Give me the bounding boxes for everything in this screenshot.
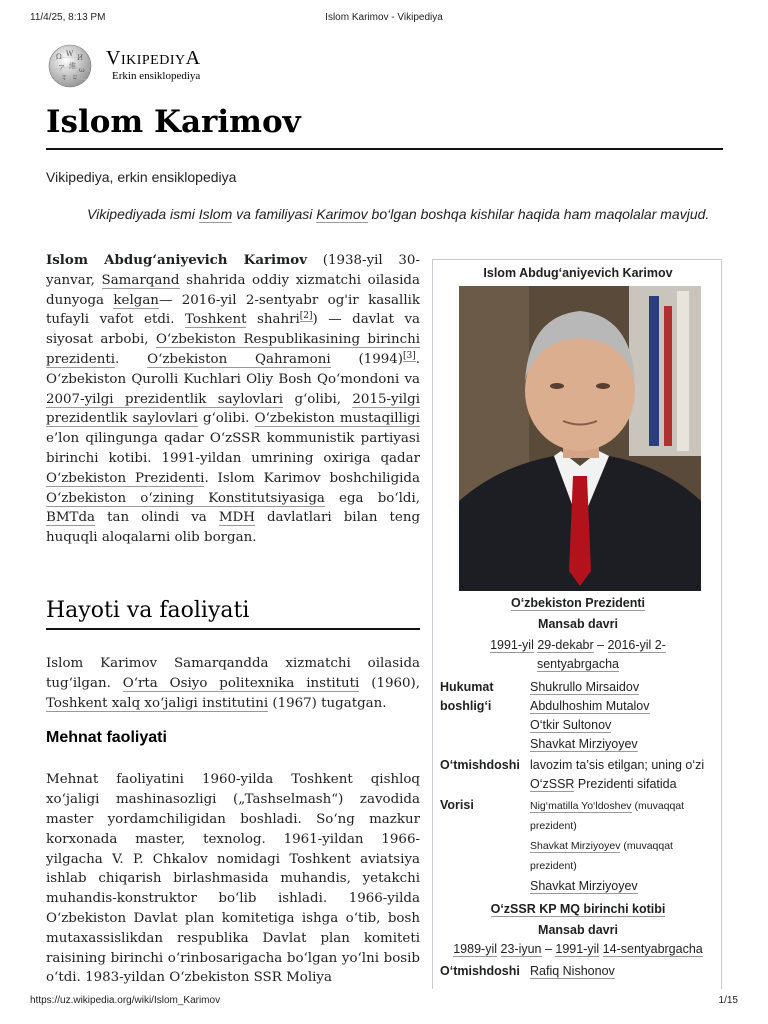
link-2016[interactable]: 2016-yil 2-sentyabrgacha	[536, 638, 666, 671]
infobox-office-2	[433, 902, 723, 916]
term-dates-2	[433, 942, 723, 956]
text: shahri	[246, 312, 300, 328]
wikipedia-globe-logo[interactable]	[46, 43, 96, 89]
link-samarqand[interactable]: Samarqand	[101, 272, 180, 288]
text: ega bo‘ldi,	[324, 490, 420, 506]
section-divider	[46, 628, 420, 630]
text: e’lon qilingunga qadar O‘zSSR kommunistik partiyasi birinchi kotibi. 1991-yildan umrining oxiriga qadar	[46, 431, 420, 466]
svg-text:ע: ע	[73, 73, 77, 81]
link-1991[interactable]: 1991-yil	[490, 638, 534, 652]
print-header	[0, 12, 768, 28]
svg-text:ア: ア	[58, 64, 65, 72]
head-of-government-label	[440, 678, 493, 716]
hatnote-text: bo‘lgan boshqa kishilar haqida ham maqolalar mavjud.	[367, 206, 710, 222]
text: (1994)	[330, 351, 403, 367]
text: . Islom Karimov boshchiligida	[204, 470, 420, 486]
link-polytechnic[interactable]: O‘rta Osiyo politexnika instituti	[122, 676, 360, 692]
link-yoldoshev[interactable]: Nig‘matilla Yo‘ldoshev	[530, 800, 632, 812]
text: . O‘zbekiston Qurolli Kuchlari Oliy Bosh Qo‘mondoni va	[46, 351, 420, 387]
link-bmt[interactable]: BMTda	[46, 510, 96, 526]
link-1989[interactable]: 1989-yil	[453, 942, 498, 956]
text: g‘olibi,	[283, 391, 353, 407]
link-mirziyoyev-successor[interactable]: Shavkat Mirziyoyev	[530, 879, 638, 893]
text: tan olindi va	[95, 510, 219, 526]
predecessor-value-2	[530, 964, 720, 978]
predecessor-value	[530, 756, 720, 794]
section-paragraph	[46, 757, 420, 1002]
title-divider	[46, 148, 723, 150]
link-1991-b[interactable]: 1991-yil	[555, 942, 600, 956]
link-mdh[interactable]: MDH	[218, 510, 255, 526]
paragraph-text: Mehnat faoliyatini 1960-yilda Toshkent qishloq xo‘jaligi mashinasozligi („Tashselmash“) zavodida master yordamchiligidan boshladi. So‘ng mazkur korxonada master, texnolog. 1961-yildan 1966-yilgacha V. P. Chkalov nomidagi Toshkent aviatsiya ishlab chiqarish birlashmasida muhandis, yetakchi muhandis-konstruktor bo‘lib ishladi. 1966-yilda O‘zbekiston Davlat plan komitetiga ishga o‘tib, bosh mutaxassislikdan respublika Davlat plan komiteti raisining birinchi o‘rinbosarigacha bo‘lgan yo‘lni bosib o‘tdi. 1983-yildan O‘zbekiston SSR Moliya	[46, 772, 420, 986]
link-first-president[interactable]: O‘zbekiston Respublikasining birinchi prezidenti	[46, 332, 420, 367]
link-sultonov[interactable]: O‘tkir Sultonov	[530, 718, 612, 732]
hatnote-text: Vikipediyada ismi	[87, 206, 199, 222]
link-karimov[interactable]: Karimov	[316, 206, 368, 222]
text: Prezidenti sifatida	[574, 777, 677, 791]
text: (1960),	[359, 676, 421, 692]
term-dates-1	[433, 636, 723, 674]
link-office-president[interactable]: O‘zbekiston Prezidenti	[510, 596, 646, 610]
text: — 2016-yil 2-sentyabr og'ir kasallik tufayli vafot etdi.	[46, 292, 420, 328]
successor-list	[530, 796, 720, 896]
successor-label: Vorisi	[440, 798, 474, 812]
svg-text:ব: ব	[62, 74, 66, 82]
text: (muvaqqat prezident)	[530, 800, 685, 832]
site-wordmark[interactable]: VikipediyA	[106, 47, 201, 69]
link-economy-institute[interactable]: Toshkent xalq xo‘jaligi institutini	[46, 695, 269, 711]
print-page-title: Islom Karimov - Vikipediya	[325, 12, 443, 23]
link-mirziyoyev-interim[interactable]: Shavkat Mirziyoyev	[530, 840, 621, 852]
link-independence[interactable]: O‘zbekiston mustaqilligi	[254, 411, 420, 427]
section-heading-hayoti: Hayoti va faoliyati	[46, 598, 250, 623]
page-title: Islom Karimov	[46, 104, 301, 140]
infobox-office-1	[433, 596, 723, 610]
hatnote-text: va familiyasi	[232, 206, 317, 222]
section-paragraph	[46, 641, 420, 727]
reference-3[interactable]: [3]	[402, 350, 416, 361]
text: –	[541, 942, 556, 956]
link-islom[interactable]: Islom	[198, 206, 233, 222]
link-kelgan[interactable]: kelgan	[113, 292, 159, 308]
predecessor-label: O‘tmishdoshi	[440, 758, 520, 772]
link-constitution[interactable]: O‘zbekiston o‘zining Konstitutsiyasiga	[46, 490, 325, 506]
text: .	[115, 351, 148, 367]
link-office-first-secretary[interactable]: O‘zSSR KP MQ birinchi kotibi	[490, 902, 666, 916]
text: ) — davlat va siyosat arbobi,	[46, 312, 421, 348]
predecessor-label-2: O‘tmishdoshi	[440, 964, 520, 978]
print-url: https://uz.wikipedia.org/wiki/Islom_Karimov	[30, 995, 221, 1006]
link-mirziyoyev[interactable]: Shavkat Mirziyoyev	[530, 737, 638, 751]
head-of-government-list	[530, 678, 720, 754]
link-mirsaidov[interactable]: Shukrullo Mirsaidov	[530, 680, 640, 694]
svg-text:維: 維	[69, 62, 76, 70]
text: g‘olibi.	[197, 411, 255, 427]
term-label: Mansab davri	[538, 617, 618, 631]
link-23-iyun[interactable]: 23-iyun	[500, 942, 542, 956]
label-line: Hukumat	[440, 680, 494, 694]
link-ozssr[interactable]: O‘zSSR	[530, 777, 575, 791]
term-label: Mansab davri	[538, 923, 618, 937]
print-page-number: 1/15	[718, 995, 738, 1006]
svg-text:Ω: Ω	[56, 53, 62, 61]
text: (1938-yil 30-yanvar,	[46, 253, 420, 288]
site-subtitle: Vikipediya, erkin ensiklopediya	[46, 169, 237, 185]
link-14-sentyabr[interactable]: 14-sentyabrgacha	[602, 942, 703, 956]
link-mutalov[interactable]: Abdulhoshim Mutalov	[530, 699, 650, 713]
link-29-dekabr[interactable]: 29-dekabr	[537, 638, 594, 652]
label-line: boshlig‘i	[440, 699, 492, 713]
link-2007-election[interactable]: 2007-yilgi prezidentlik saylovlari	[46, 391, 284, 407]
portrait-photo[interactable]	[459, 286, 701, 591]
infobox-title: Islom Abdug‘aniyevich Karimov	[483, 266, 673, 280]
svg-text:И: И	[77, 54, 84, 62]
hatnote	[87, 206, 727, 222]
reference-2[interactable]: [2]	[299, 310, 313, 321]
print-datetime: 11/4/25, 8:13 PM	[30, 12, 106, 23]
link-2015-election[interactable]: 2015-yilgi prezidentlik saylovlari	[46, 391, 420, 427]
lead-paragraph	[46, 251, 420, 548]
text: lavozim ta’sis etilgan; uning o‘zi	[530, 758, 705, 772]
text: shahrida oddiy xizmatchi oilasida dunyoga	[46, 272, 420, 308]
site-tagline: Erkin ensiklopediya	[112, 70, 201, 82]
link-toshkent[interactable]: Toshkent	[184, 312, 247, 328]
text: Islom Karimov Samarqandda xizmatchi oilasida tug‘ilgan.	[46, 656, 420, 692]
infobox	[432, 259, 722, 989]
link-president-of-uzbekistan[interactable]: O‘zbekiston Prezidenti	[46, 470, 205, 486]
print-footer	[0, 995, 768, 1011]
section-heading-mehnat: Mehnat faoliyati	[46, 729, 167, 746]
svg-text:ω: ω	[79, 66, 85, 74]
text: (muvaqqat prezident)	[530, 840, 673, 872]
link-qahramoni[interactable]: O‘zbekiston Qahramoni	[147, 351, 331, 367]
svg-text:W: W	[66, 50, 74, 58]
text: (1967) tugatgan.	[268, 695, 387, 711]
link-nishonov[interactable]: Rafiq Nishonov	[530, 964, 615, 978]
text: davlatlari bilan teng huquqli aloqalarni olib borgan.	[46, 510, 421, 546]
subject-name: Islom Abdug‘aniyevich Karimov	[46, 252, 308, 268]
text: –	[593, 638, 608, 652]
